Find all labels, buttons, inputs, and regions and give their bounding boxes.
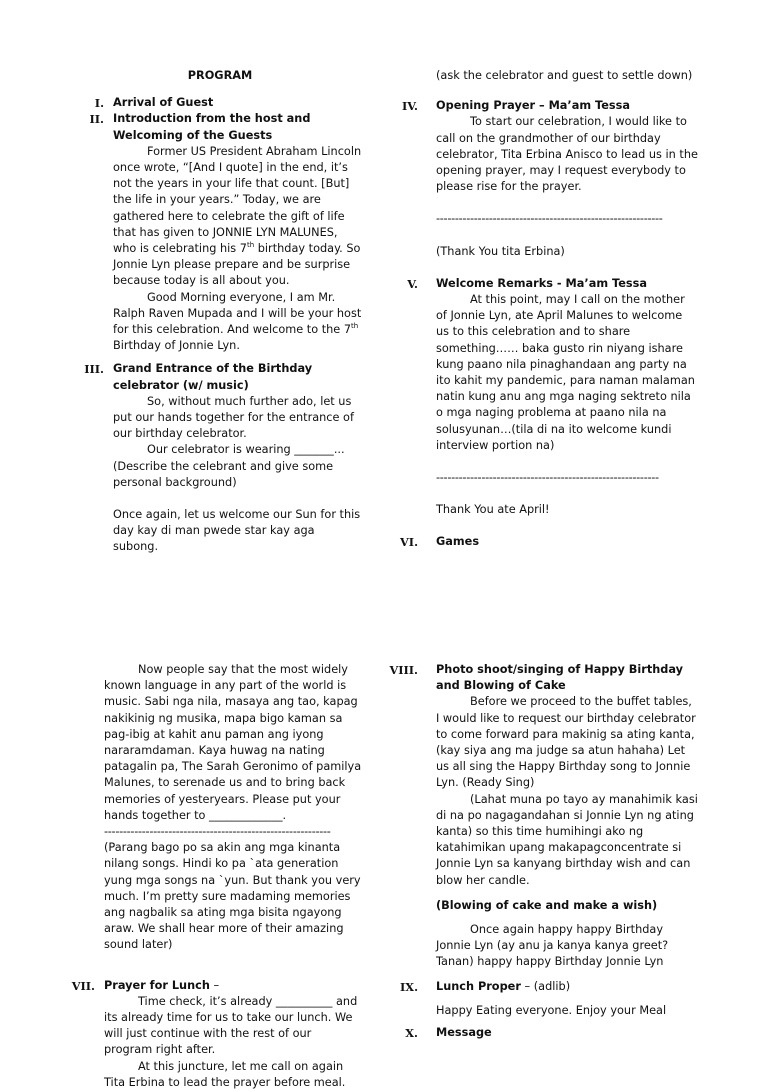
paragraph: Happy Eating everyone. Enjoy your Meal: [436, 1003, 667, 1017]
right-bottom-column: [388, 662, 698, 1041]
paragraph-text: Birthday of Jonnie Lyn.: [113, 339, 240, 353]
paragraph: At this point, may I call on the mother of Jonnie Lyn, ate April Malunes to welcome us to this celebration and to share something…… baka gusto rin niyang ishare kung paano nila pinaghandaan ang party na ito kahit my pandemic, para naman malaman natin kung anu ang mga naging sektreto nila o mga naging problema at paano nila na solusyunan…(tila di na ito welcome kundi interview portion na): [436, 293, 695, 452]
section-6: [396, 534, 698, 550]
right-top-column: [396, 68, 698, 551]
section-10: [388, 1025, 698, 1041]
paragraph: [113, 144, 363, 290]
section-heading: Introduction from the host and Welcoming of the Guests: [113, 112, 311, 142]
paragraph: To start our celebration, I would like to call on the grandmother of our birthday celebrator, Tita Erbina Anisco to lead us in the opening prayer, may I request everybody to please rise for the prayer.: [436, 115, 698, 194]
paragraph-text: Good Morning everyone, I am Mr. Ralph Raven Mupada and I will be your host for this celebration. And welcome to the 7: [113, 290, 362, 337]
section-4: [396, 98, 698, 260]
section-heading: Photo shoot/singing of Happy Birthday and Blowing of Cake: [436, 663, 684, 693]
paragraph-text: Former US President Abraham Lincoln once wrote, “[And I quote] in the end, it’s not the years in your life that count. [But] the life in your years.” Today, we are gathered here to celebrate the gift of life that has given to JONNIE LYN MALUNES, who is celebrating his 7: [113, 144, 362, 256]
paragraph: (Lahat muna po tayo ay manahimik kasi di na po nagagandahan si Jonnie Lyn ng ating kanta) so this time humihingi ako ng katahimikan upang makapagconcentrate si Jonnie Lyn sa kanyang birthday wish and can blow her candle.: [436, 792, 698, 887]
heading-dash: –: [209, 978, 220, 992]
section-7: [73, 978, 363, 1091]
section-heading: Welcome Remarks - Ma’am Tessa: [436, 276, 647, 290]
superscript: th: [246, 241, 255, 250]
paragraph-text: birthday today. So Jonnie Lyn please prepare and be surprise because today is all about you.: [113, 242, 361, 288]
divider-line: ------------------------------------------------------------: [436, 212, 663, 226]
superscript: th: [351, 322, 359, 331]
section-heading: Grand Entrance of the Birthday celebrator (w/ music): [113, 362, 313, 392]
paragraph: Our celebrator is wearing _______...: [147, 443, 345, 457]
section-9: [388, 979, 698, 1019]
section-number: IV.: [401, 99, 418, 114]
paragraph: [113, 290, 363, 355]
section-1: [73, 95, 363, 111]
section-number: VIII.: [389, 663, 418, 677]
section-2: [73, 111, 363, 354]
section-heading: Prayer for Lunch: [104, 978, 210, 992]
paragraph-block: [104, 662, 363, 954]
paragraph: Thank You ate April!: [436, 503, 550, 517]
section-8: [388, 662, 698, 971]
section-number: I.: [94, 96, 104, 111]
heading-close: ): [565, 979, 571, 993]
heading-adlib: adlib: [538, 979, 566, 993]
program-title: PROGRAM: [187, 69, 253, 82]
section-3: [73, 361, 363, 555]
section-heading: Lunch Proper: [436, 979, 521, 993]
paragraph: Time check, it’s already __________ and its already time for us to take our lunch. We will just continue with the rest of our program right after.: [104, 994, 358, 1057]
section-heading: Message: [436, 1026, 492, 1040]
section-heading: Arrival of Guest: [113, 96, 214, 110]
left-bottom-column: [73, 662, 363, 1091]
paragraph: At this juncture, let me call on again Tita Erbina to lead the prayer before meal.: [104, 1059, 346, 1089]
section-number: VII.: [71, 978, 95, 993]
section-heading: Opening Prayer – Ma’am Tessa: [436, 99, 630, 113]
section-number: VI.: [400, 535, 418, 550]
divider-line: -----------------------------------------------------------: [436, 471, 659, 485]
section-number: III.: [84, 362, 104, 377]
paragraph: Once again, let us welcome our Sun for this day kay di man pwede star kay aga subong.: [113, 508, 361, 554]
heading-dash: – (: [520, 979, 539, 993]
paragraph: (Describe the celebrant and give some personal background): [113, 459, 334, 489]
section-5: [396, 276, 698, 519]
paragraph: Now people say that the most widely known language in any part of the world is music. Sabi nga nila, masaya ang tao, kapag nakikinig ng musika, mapa bigo kaman sa pag-ibig at kahit anu paman ang iyong nararamdaman. Kaya huwag na nating patagalin pa, The Sarah Geronimo of pamilya Malunes, to serenade us and to bring back memories of yesteryears. Please put your hands together to _____________.: [104, 663, 362, 822]
left-top-column: [73, 68, 363, 556]
paragraph: (Thank You tita Erbina): [436, 244, 565, 258]
divider-line: ------------------------------------------------------------: [104, 825, 331, 839]
section-number: II.: [89, 112, 104, 127]
subheading: (Blowing of cake and make a wish): [436, 898, 658, 912]
section-number: V.: [407, 276, 418, 291]
section-number: IX.: [400, 979, 418, 994]
paragraph: Before we proceed to the buffet tables, I would like to request our birthday celebrator to come forward para makinig sa ating kanta, (kay siya ang ma judge sa atun hahaha) Let us all sing the Happy Birthday song to Jonnie Lyn. (Ready Sing): [436, 695, 696, 790]
paragraph: So, without much further ado, let us put our hands together for the entrance of our birthday celebrator.: [113, 394, 354, 441]
paragraph: (Parang bago po sa akin ang mga kinanta nilang songs. Hindi ko pa `ata generation yung mga songs na `yun. But thank you very much. I’m pretty sure madaming memories ang nagbalik sa ating mga bisita ngayong araw. We shall hear more of their amazing sound later): [104, 841, 361, 952]
note: (ask the celebrator and guest to settle down): [436, 69, 693, 82]
section-number: X.: [405, 1026, 418, 1041]
section-heading: Games: [436, 535, 480, 549]
paragraph: Once again happy happy Birthday Jonnie Lyn (ay anu ja kanya kanya greet? Tanan) happy happy Birthday Jonnie Lyn: [436, 923, 669, 969]
